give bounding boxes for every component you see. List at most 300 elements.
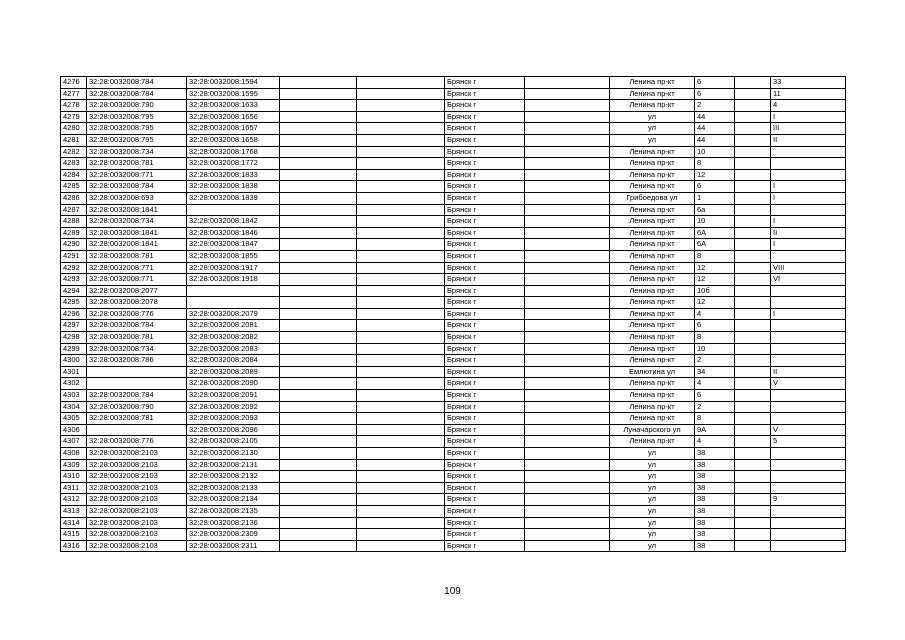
table-cell: 4300: [61, 355, 87, 367]
table-cell: 4285: [61, 181, 87, 193]
table-cell: 4299: [61, 343, 87, 355]
table-cell: [357, 320, 445, 332]
table-cell: [357, 332, 445, 344]
table-cell: 32:28:0032008:1633: [187, 100, 280, 112]
table-cell: 4292: [61, 262, 87, 274]
table-row: [61, 192, 846, 204]
table-cell: Брянск г: [445, 181, 525, 193]
table-cell: V: [771, 378, 846, 390]
table-cell: Ленина пр-кт: [610, 285, 695, 297]
table-cell: 32:28:0032008:2078: [87, 297, 187, 309]
table-cell: 9А: [695, 424, 735, 436]
table-row: [61, 250, 846, 262]
table-cell: [735, 378, 771, 390]
table-cell: Брянск г: [445, 332, 525, 344]
table-cell: 32:28:0032008:1917: [187, 262, 280, 274]
table-cell: 32:28:0032008:1841: [87, 239, 187, 251]
table-cell: 32:28:0032008:2082: [187, 332, 280, 344]
table-cell: Ленина пр-кт: [610, 169, 695, 181]
table-cell: [280, 297, 357, 309]
table-cell: [280, 192, 357, 204]
table-row: [61, 413, 846, 425]
table-cell: 32:28:0032008:1846: [187, 227, 280, 239]
table-cell: [357, 471, 445, 483]
table-cell: 32:28:0032008:2091: [187, 390, 280, 402]
table-cell: 4305: [61, 413, 87, 425]
table-cell: [357, 88, 445, 100]
table-row: [61, 169, 846, 181]
table-cell: [280, 216, 357, 228]
table-cell: 10б: [695, 285, 735, 297]
table-cell: [280, 100, 357, 112]
table-cell: ул: [610, 540, 695, 552]
table-cell: Брянск г: [445, 88, 525, 100]
table-cell: [280, 540, 357, 552]
table-cell: 32:28:0032008:2132: [187, 471, 280, 483]
table-row: [61, 227, 846, 239]
table-cell: Ленина пр-кт: [610, 297, 695, 309]
table-cell: [187, 297, 280, 309]
table-cell: 4297: [61, 320, 87, 332]
table-cell: [735, 134, 771, 146]
table-cell: 4278: [61, 100, 87, 112]
table-row: [61, 123, 846, 135]
table-cell: [357, 401, 445, 413]
table-cell: [280, 262, 357, 274]
table-cell: [357, 424, 445, 436]
table-cell: 6А: [695, 227, 735, 239]
table-cell: ул: [610, 482, 695, 494]
table-cell: 4288: [61, 216, 87, 228]
table-cell: [525, 77, 610, 89]
table-cell: [525, 239, 610, 251]
table-cell: 6: [695, 390, 735, 402]
table-cell: I: [771, 192, 846, 204]
table-cell: Брянск г: [445, 227, 525, 239]
table-cell: [735, 448, 771, 460]
table-cell: 32:28:0032008:1595: [187, 88, 280, 100]
table-cell: [735, 239, 771, 251]
table-cell: Ленина пр-кт: [610, 88, 695, 100]
table-cell: 32:28:0032008:2133: [187, 482, 280, 494]
table-row: [61, 274, 846, 286]
table-cell: 32:28:0032008:2093: [187, 413, 280, 425]
table-row: [61, 158, 846, 170]
table-cell: Брянск г: [445, 517, 525, 529]
table-cell: [525, 134, 610, 146]
table-cell: Брянск г: [445, 239, 525, 251]
table-cell: [357, 274, 445, 286]
table-cell: 4291: [61, 250, 87, 262]
table-cell: [280, 250, 357, 262]
table-cell: [357, 413, 445, 425]
table-cell: [280, 494, 357, 506]
table-cell: 4312: [61, 494, 87, 506]
table-cell: 34: [695, 366, 735, 378]
table-cell: 4313: [61, 505, 87, 517]
table-cell: 32:28:0032008:1772: [187, 158, 280, 170]
table-cell: Ленина пр-кт: [610, 239, 695, 251]
table-cell: 32:28:0032008:784: [87, 88, 187, 100]
table-cell: 32:28:0032008:2096: [187, 424, 280, 436]
table-cell: 32:28:0032008:795: [87, 134, 187, 146]
table-cell: [525, 297, 610, 309]
table-cell: [280, 366, 357, 378]
table-cell: 32:28:0032008:2105: [187, 436, 280, 448]
table-row: [61, 529, 846, 541]
table-cell: [357, 494, 445, 506]
table-cell: [187, 204, 280, 216]
table-cell: 32:28:0032008:2103: [87, 540, 187, 552]
table-cell: 4276: [61, 77, 87, 89]
table-cell: 8: [695, 158, 735, 170]
table-cell: [357, 343, 445, 355]
table-cell: [357, 192, 445, 204]
table-cell: [357, 123, 445, 135]
table-cell: [280, 285, 357, 297]
table-cell: [735, 517, 771, 529]
table-cell: 38: [695, 517, 735, 529]
table-cell: [735, 169, 771, 181]
table-cell: [280, 390, 357, 402]
table-cell: [735, 529, 771, 541]
table-cell: Ленина пр-кт: [610, 436, 695, 448]
table-cell: [357, 448, 445, 460]
table-cell: 4293: [61, 274, 87, 286]
table-cell: [525, 413, 610, 425]
table-cell: Брянск г: [445, 505, 525, 517]
table-cell: Брянск г: [445, 494, 525, 506]
table-cell: Ленина пр-кт: [610, 390, 695, 402]
table-cell: Ленина пр-кт: [610, 181, 695, 193]
table-cell: 32:28:0032008:784: [87, 181, 187, 193]
table-cell: Брянск г: [445, 320, 525, 332]
table-cell: [771, 355, 846, 367]
table-cell: 32:28:0032008:784: [87, 320, 187, 332]
table-cell: [525, 366, 610, 378]
table-cell: [357, 297, 445, 309]
table-cell: [525, 471, 610, 483]
table-cell: 32:28:0032008:2131: [187, 459, 280, 471]
table-cell: 4280: [61, 123, 87, 135]
table-cell: [735, 401, 771, 413]
table-cell: 32:28:0032008:1656: [187, 111, 280, 123]
table-cell: 4295: [61, 297, 87, 309]
table-row: [61, 482, 846, 494]
table-cell: [525, 250, 610, 262]
table-cell: [771, 343, 846, 355]
table-cell: Брянск г: [445, 540, 525, 552]
table-cell: 6: [695, 77, 735, 89]
table-cell: [735, 505, 771, 517]
table-cell: [357, 204, 445, 216]
table-cell: 4: [695, 436, 735, 448]
table-cell: 4303: [61, 390, 87, 402]
table-cell: [525, 227, 610, 239]
table-cell: [357, 529, 445, 541]
property-registry-table: [60, 76, 846, 552]
table-cell: [735, 262, 771, 274]
table-cell: [280, 482, 357, 494]
table-cell: [525, 169, 610, 181]
table-cell: [357, 239, 445, 251]
table-cell: 4: [695, 378, 735, 390]
table-cell: 32:28:0032008:2081: [187, 320, 280, 332]
table-cell: [87, 378, 187, 390]
table-row: [61, 436, 846, 448]
table-cell: 38: [695, 540, 735, 552]
table-row: [61, 540, 846, 552]
table-cell: 32:28:0032008:2103: [87, 517, 187, 529]
table-cell: 32:28:0032008:2136: [187, 517, 280, 529]
table-cell: [771, 413, 846, 425]
table-cell: 4281: [61, 134, 87, 146]
table-cell: [735, 320, 771, 332]
table-cell: 32:28:0032008:2103: [87, 482, 187, 494]
table-cell: [357, 181, 445, 193]
table-row: [61, 366, 846, 378]
table-cell: [525, 320, 610, 332]
table-cell: [280, 134, 357, 146]
table-row: [61, 378, 846, 390]
table-cell: [771, 332, 846, 344]
table-cell: [735, 111, 771, 123]
table-cell: [525, 482, 610, 494]
table-cell: VIII: [771, 262, 846, 274]
table-cell: [280, 169, 357, 181]
table-cell: 4: [695, 308, 735, 320]
table-cell: 38: [695, 494, 735, 506]
table-cell: Брянск г: [445, 274, 525, 286]
table-cell: 4304: [61, 401, 87, 413]
table-cell: [280, 424, 357, 436]
table-cell: [735, 366, 771, 378]
table-cell: 4287: [61, 204, 87, 216]
table-cell: [771, 146, 846, 158]
table-cell: [525, 332, 610, 344]
table-cell: 32:28:0032008:2092: [187, 401, 280, 413]
table-cell: 32:28:0032008:795: [87, 123, 187, 135]
table-cell: I: [771, 308, 846, 320]
table-cell: 32:28:0032008:795: [87, 111, 187, 123]
table-cell: 32:28:0032008:771: [87, 274, 187, 286]
table-cell: Ленина пр-кт: [610, 146, 695, 158]
table-cell: 12: [695, 262, 735, 274]
table-cell: [525, 355, 610, 367]
table-cell: [357, 158, 445, 170]
table-cell: Ленина пр-кт: [610, 158, 695, 170]
table-cell: [280, 413, 357, 425]
table-cell: [771, 471, 846, 483]
table-cell: 32:28:0032008:781: [87, 250, 187, 262]
table-cell: 38: [695, 482, 735, 494]
table-cell: 4296: [61, 308, 87, 320]
table-cell: Брянск г: [445, 413, 525, 425]
table-cell: Ленина пр-кт: [610, 378, 695, 390]
table-cell: [735, 146, 771, 158]
table-cell: Брянск г: [445, 424, 525, 436]
table-cell: [735, 494, 771, 506]
table-cell: [357, 227, 445, 239]
table-cell: [357, 77, 445, 89]
table-cell: [525, 343, 610, 355]
table-cell: [280, 471, 357, 483]
table-cell: [735, 192, 771, 204]
table-cell: 4301: [61, 366, 87, 378]
table-cell: [735, 343, 771, 355]
table-cell: Брянск г: [445, 77, 525, 89]
table-row: [61, 505, 846, 517]
table-cell: [735, 471, 771, 483]
table-cell: 4315: [61, 529, 87, 541]
table-cell: [525, 494, 610, 506]
table-cell: 32:28:0032008:1841: [87, 227, 187, 239]
table-cell: I: [771, 239, 846, 251]
table-cell: 32:28:0032008:2103: [87, 505, 187, 517]
table-cell: [735, 540, 771, 552]
table-cell: 12: [695, 297, 735, 309]
table-row: [61, 285, 846, 297]
table-cell: [735, 204, 771, 216]
table-cell: 38: [695, 505, 735, 517]
table-cell: Ленина пр-кт: [610, 262, 695, 274]
table-cell: [525, 204, 610, 216]
table-cell: [735, 158, 771, 170]
table-cell: 38: [695, 459, 735, 471]
table-cell: [735, 181, 771, 193]
table-cell: Брянск г: [445, 436, 525, 448]
table-cell: 32:28:0032008:2090: [187, 378, 280, 390]
table-row: [61, 471, 846, 483]
table-cell: 6А: [695, 239, 735, 251]
table-cell: [280, 459, 357, 471]
table-row: [61, 517, 846, 529]
table-cell: [87, 424, 187, 436]
table-cell: 32:28:0032008:771: [87, 262, 187, 274]
table-cell: [735, 390, 771, 402]
table-cell: [735, 308, 771, 320]
table-cell: 12: [695, 169, 735, 181]
table-cell: 4311: [61, 482, 87, 494]
table-cell: Ленина пр-кт: [610, 332, 695, 344]
table-cell: [735, 227, 771, 239]
table-cell: [357, 169, 445, 181]
table-cell: [771, 505, 846, 517]
table-row: [61, 146, 846, 158]
table-cell: [525, 274, 610, 286]
table-cell: [357, 482, 445, 494]
table-row: [61, 181, 846, 193]
table-cell: [525, 111, 610, 123]
table-cell: Брянск г: [445, 111, 525, 123]
table-cell: [280, 505, 357, 517]
table-cell: Брянск г: [445, 529, 525, 541]
table-cell: [735, 436, 771, 448]
table-cell: 32:28:0032008:790: [87, 100, 187, 112]
table-cell: [735, 88, 771, 100]
table-cell: 10: [695, 343, 735, 355]
table-cell: [280, 146, 357, 158]
table-row: [61, 494, 846, 506]
table-row: [61, 320, 846, 332]
table-cell: [771, 158, 846, 170]
table-cell: 11: [771, 88, 846, 100]
table-cell: 4: [771, 100, 846, 112]
table-row: [61, 134, 846, 146]
table-cell: 32:28:0032008:2084: [187, 355, 280, 367]
table-cell: 12: [695, 274, 735, 286]
table-cell: [525, 285, 610, 297]
table-cell: I: [771, 216, 846, 228]
table-cell: [357, 436, 445, 448]
table-cell: [525, 262, 610, 274]
table-cell: 4283: [61, 158, 87, 170]
table-cell: 6: [695, 88, 735, 100]
table-cell: 32:28:0032008:2135: [187, 505, 280, 517]
table-row: [61, 239, 846, 251]
table-cell: 2: [695, 100, 735, 112]
table-cell: [771, 540, 846, 552]
table-cell: 32:28:0032008:2083: [187, 343, 280, 355]
table-cell: [357, 459, 445, 471]
table-row: [61, 459, 846, 471]
table-cell: [771, 401, 846, 413]
table-cell: Ленина пр-кт: [610, 343, 695, 355]
table-cell: [525, 529, 610, 541]
table-cell: ул: [610, 134, 695, 146]
table-cell: Емлютина ул: [610, 366, 695, 378]
table-cell: 33: [771, 77, 846, 89]
table-cell: [280, 436, 357, 448]
table-cell: Брянск г: [445, 448, 525, 460]
table-cell: 44: [695, 111, 735, 123]
table-cell: [735, 332, 771, 344]
table-cell: [357, 308, 445, 320]
table-row: [61, 343, 846, 355]
table-cell: [280, 448, 357, 460]
table-cell: 4286: [61, 192, 87, 204]
table-cell: [735, 459, 771, 471]
table-cell: 8: [695, 413, 735, 425]
table-cell: 32:28:0032008:776: [87, 308, 187, 320]
table-cell: [357, 146, 445, 158]
table-cell: Луначарского ул: [610, 424, 695, 436]
table-cell: [280, 378, 357, 390]
table-cell: [771, 297, 846, 309]
table-cell: Брянск г: [445, 204, 525, 216]
table-cell: [280, 158, 357, 170]
table-cell: 5: [771, 436, 846, 448]
table-cell: [357, 540, 445, 552]
table-cell: Брянск г: [445, 390, 525, 402]
table-cell: 4294: [61, 285, 87, 297]
table-cell: 32:28:0032008:2089: [187, 366, 280, 378]
table-cell: 32:28:0032008:1841: [87, 204, 187, 216]
table-cell: 32:28:0032008:776: [87, 436, 187, 448]
table-cell: Ленина пр-кт: [610, 308, 695, 320]
table-cell: 32:28:0032008:2130: [187, 448, 280, 460]
table-row: [61, 111, 846, 123]
table-cell: III: [771, 123, 846, 135]
table-cell: Брянск г: [445, 285, 525, 297]
table-cell: [280, 308, 357, 320]
table-cell: Ленина пр-кт: [610, 355, 695, 367]
table-cell: 32:28:0032008:1658: [187, 134, 280, 146]
table-cell: ул: [610, 517, 695, 529]
table-cell: [525, 88, 610, 100]
table-cell: 2: [695, 401, 735, 413]
table-cell: II: [771, 366, 846, 378]
